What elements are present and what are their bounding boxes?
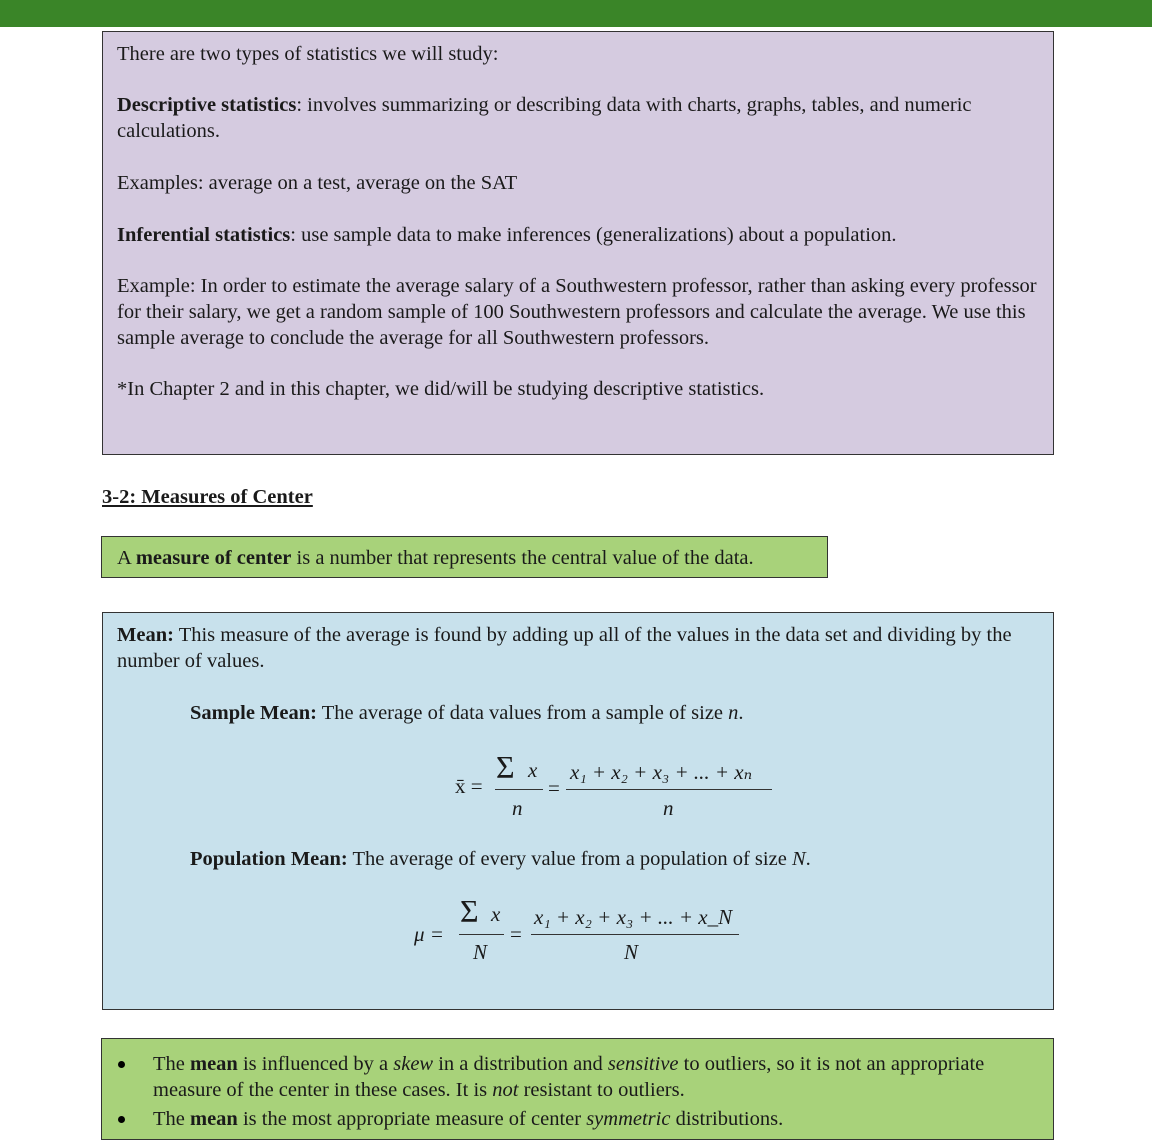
inferential-def: : use sample data to make inferences (generalizations) about a population.: [290, 224, 897, 246]
note-item-symmetric: The mean is the most appropriate measure of center symmetric distributions.: [153, 1108, 784, 1130]
sigma-symbol: Σ: [460, 893, 479, 929]
measure-of-center-term: measure of center: [135, 547, 292, 569]
population-mean-term: Population Mean:: [190, 848, 348, 870]
sigma-symbol: Σ: [496, 749, 515, 785]
fraction-bar: [566, 789, 772, 790]
bullet-icon: [118, 1116, 125, 1123]
sample-mean-definition: Sample Mean: The average of data values from a sample of size n.: [190, 702, 744, 724]
inferential-example: Example: In order to estimate the average salary of a Southwestern professor, rather than asking every professor for their salary, we get a random sample of 100 Southwestern professors and calculate the average. We use this sample average to conclude the average for all Southwestern professors.: [117, 275, 1037, 349]
fraction-bar: [459, 934, 504, 935]
bullet-icon: [118, 1061, 125, 1068]
fraction-bar: [531, 934, 739, 935]
fraction-bar: [495, 789, 543, 790]
inferential-statistics-definition: [117, 222, 1042, 248]
measure-of-center-definition: A measure of center is a number that represents the central value of the data.: [117, 547, 754, 569]
sample-mean-term: Sample Mean:: [190, 702, 317, 724]
mean-term: Mean:: [117, 624, 174, 646]
population-mean-definition: Population Mean: The average of every value from a population of size N.: [190, 848, 811, 870]
top-green-banner: [0, 0, 1152, 27]
inferential-term: Inferential statistics: [117, 224, 291, 246]
mean-definition: Mean: This measure of the average is found by adding up all of the values in the data set and dividing by the number of values.: [117, 624, 1012, 672]
descriptive-statistics-definition: [117, 92, 1042, 144]
descriptive-def: : involves summarizing or describing data with charts, graphs, tables, and numeric calculations.: [117, 94, 972, 142]
chapter-note: *In Chapter 2 and in this chapter, we did/will be studying descriptive statistics.: [117, 378, 765, 400]
descriptive-term: Descriptive statistics: [117, 94, 297, 116]
section-title: 3-2: Measures of Center: [102, 486, 313, 508]
intro-heading: There are two types of statistics we will study:: [117, 43, 499, 65]
note-item-skew: The mean is influenced by a skew in a distribution and sensitive to outliers, so it is not an appropriate measure of the center in these cases. It is not resistant to outliers.: [153, 1053, 985, 1101]
descriptive-examples: Examples: average on a test, average on the SAT: [117, 172, 518, 194]
